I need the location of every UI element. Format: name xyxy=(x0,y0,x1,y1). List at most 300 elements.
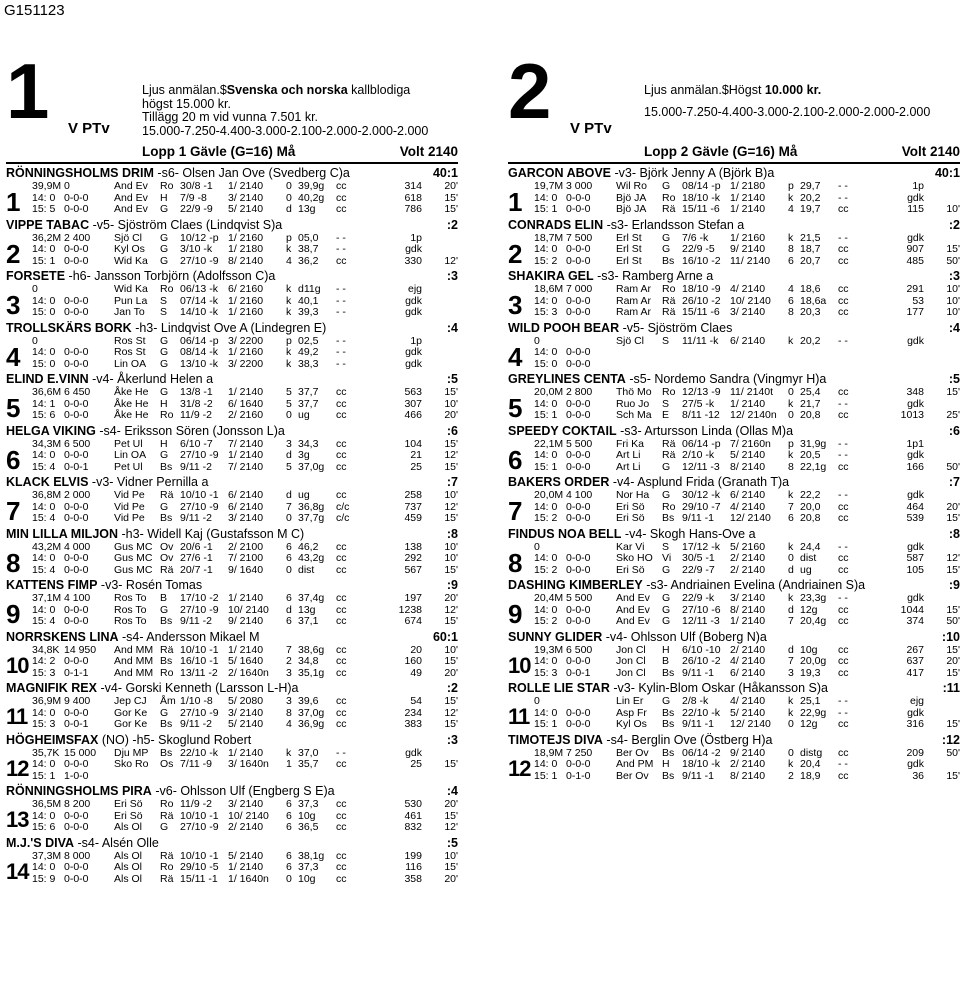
stat-cell: 0 xyxy=(534,334,540,347)
stat-cell: 18,6 xyxy=(800,283,821,295)
stat-cell: Sjö Cl xyxy=(114,231,143,244)
stat-cell: 11/ 2140 xyxy=(730,254,771,267)
stat-cell: 08/14 -k xyxy=(180,346,218,358)
stat-cell: 358 xyxy=(404,872,422,885)
stat-cell: gdk xyxy=(405,243,422,255)
conditions-bold-text: 10.000 kr. xyxy=(764,83,822,97)
stat-cell: 3/ 2140 xyxy=(228,512,264,524)
stat-cell: Rä xyxy=(160,849,174,862)
stat-cell: G xyxy=(160,706,169,719)
stat-cell: 35,7 xyxy=(298,758,319,770)
stat-cell: 39,9g xyxy=(298,180,325,192)
document-id: G151123 xyxy=(4,2,65,19)
stat-row xyxy=(6,593,458,605)
stat-cell: 38,3 xyxy=(298,357,319,370)
horse-odds: :2 xyxy=(948,217,960,232)
stat-cell: k xyxy=(788,191,794,204)
stat-cell: ug xyxy=(800,563,812,576)
stat-cell: 15: 1 xyxy=(534,460,558,473)
stat-cell: 38,1g xyxy=(298,849,325,862)
stat-cell: 3/ 2200 xyxy=(228,334,264,347)
stat-cell: And MM xyxy=(114,655,154,667)
stat-cell: G xyxy=(160,821,169,833)
start-number: 6 xyxy=(508,444,523,475)
stat-cell: S xyxy=(160,294,168,307)
stat-cell: 1/ 2160 xyxy=(228,346,264,358)
horse-stats xyxy=(508,645,960,680)
horse-odds: 40:1 xyxy=(432,166,458,180)
stat-cell: 0-0-0 xyxy=(64,449,89,461)
stat-cell: 20' xyxy=(444,666,458,679)
stat-row xyxy=(6,244,458,256)
stat-cell: Vid Pe xyxy=(114,489,145,501)
stat-cell: d xyxy=(286,603,292,616)
stat-row xyxy=(508,553,960,565)
stat-cell: 18,9M xyxy=(534,746,564,759)
stat-cell: And Ev xyxy=(616,615,650,627)
stat-cell: And MM xyxy=(114,666,154,679)
stat-cell: Bs xyxy=(662,512,675,524)
stat-cell: Åke He xyxy=(114,409,149,421)
stat-cell: 0-0-0 xyxy=(566,254,591,267)
stat-cell: 14: 0 xyxy=(534,552,558,564)
stat-cell: cc xyxy=(838,769,849,782)
horse-name: KATTENS FIMP xyxy=(6,578,98,592)
stat-cell: 464 xyxy=(906,500,924,513)
header-divider xyxy=(508,162,960,164)
stat-cell: Bs xyxy=(662,706,675,719)
stat-cell: cc xyxy=(336,809,347,822)
stat-row xyxy=(508,656,960,668)
stat-cell: k xyxy=(788,231,794,244)
stat-cell: H xyxy=(662,758,670,770)
stat-cell: cc xyxy=(336,603,347,616)
stat-cell: cc xyxy=(838,243,849,255)
stat-cell: 14 950 xyxy=(64,643,97,656)
stat-cell: 9/11 -2 xyxy=(180,460,212,473)
stat-cell: G xyxy=(662,243,671,255)
stat-cell: 5 500 xyxy=(566,592,593,604)
stat-cell: 21,5 xyxy=(800,231,821,244)
stat-cell: 15: 1 xyxy=(534,409,558,421)
stat-cell: cc xyxy=(838,386,849,398)
stat-row xyxy=(6,204,458,216)
stat-cell: d xyxy=(286,203,292,215)
stat-row xyxy=(508,462,960,474)
stat-cell: - - xyxy=(838,706,848,719)
horse-name: SHAKIRA GEL xyxy=(508,269,594,283)
stat-cell: 14: 0 xyxy=(534,603,558,616)
horse-entry xyxy=(6,578,458,628)
stat-cell: 25 xyxy=(410,460,422,473)
stat-cell: 07/14 -k xyxy=(180,294,218,307)
stat-cell: 0-0-0 xyxy=(64,615,89,627)
stat-cell: ug xyxy=(298,489,310,501)
stat-cell: 12/ 2140 xyxy=(730,718,771,730)
stat-cell: k xyxy=(286,306,292,318)
stat-cell: cc xyxy=(336,409,347,421)
stat-cell: cc xyxy=(336,718,347,730)
horse-details: -v3- Kylin-Blom Oskar (Håkansson S)a xyxy=(613,681,828,695)
stat-cell: G xyxy=(662,231,671,244)
stat-cell: Lin Er xyxy=(616,695,644,707)
stat-cell: 36,2 xyxy=(298,254,319,267)
stat-cell: 37,1M xyxy=(32,592,62,604)
race-conditions xyxy=(142,84,462,138)
stat-cell: Bs xyxy=(662,254,675,267)
stat-cell: Erl St xyxy=(616,231,642,244)
stat-cell: 6/ 1640 xyxy=(228,397,264,410)
stat-cell: 15: 1 xyxy=(534,718,558,730)
stat-cell: gdk xyxy=(405,346,422,358)
stat-row xyxy=(508,616,960,628)
horse-details: -v4- Ohlsson Ulf (Boberg N)a xyxy=(605,629,767,644)
horse-entry xyxy=(508,166,960,216)
stat-cell: 19,7M xyxy=(534,180,564,192)
stat-cell: 6/ 2140 xyxy=(730,334,766,347)
stat-cell: 832 xyxy=(404,821,422,833)
stat-cell: 0 xyxy=(286,180,292,192)
stat-cell: And Ev xyxy=(114,203,148,215)
stat-cell: d11g xyxy=(298,283,321,295)
stat-cell: 29,7 xyxy=(800,180,821,192)
stat-cell: Rä xyxy=(160,809,174,822)
stat-cell: 12/ 2140n xyxy=(730,409,777,421)
stat-cell: 0 xyxy=(534,695,540,707)
stat-cell: 26/10 -2 xyxy=(682,655,721,667)
start-number: 5 xyxy=(6,393,21,423)
stat-cell: ug xyxy=(298,409,310,421)
stat-cell: 20,0 xyxy=(800,500,821,513)
horse-odds: 40:1 xyxy=(934,166,960,180)
stat-cell: Jep CJ xyxy=(114,695,147,707)
stat-cell: 19,3 xyxy=(800,666,821,679)
race-1-column xyxy=(6,38,458,885)
stat-cell: 15/11 -6 xyxy=(682,203,720,215)
stat-cell: 15' xyxy=(444,563,458,576)
stat-cell: 6/ 2160 xyxy=(228,283,264,295)
stat-cell: 10/10 -1 xyxy=(180,643,219,656)
stat-cell: 0 xyxy=(788,409,794,421)
bet-types: V PTv xyxy=(68,120,110,137)
stat-cell: 4 000 xyxy=(64,540,91,553)
horse-stats xyxy=(6,387,458,422)
stat-cell: 907 xyxy=(906,243,924,255)
stat-cell: 14: 0 xyxy=(534,500,558,513)
horse-details: (NO) -h5- Skoglund Robert xyxy=(101,732,252,747)
stat-cell: 49,2 xyxy=(298,346,319,358)
stat-cell: 0 xyxy=(286,563,292,576)
stat-cell: Rä xyxy=(662,437,676,450)
horse-header xyxy=(508,578,960,593)
stat-cell: Rä xyxy=(662,294,676,307)
horse-name-line xyxy=(6,784,335,799)
horse-name: GARCON ABOVE xyxy=(508,166,612,180)
stat-cell: 0-0-0 xyxy=(64,357,89,370)
horse-name-line xyxy=(508,475,789,490)
stat-cell: 27/10 -9 xyxy=(180,706,219,719)
stat-cell: G xyxy=(662,460,671,473)
horse-name-line xyxy=(508,578,865,593)
stat-cell: 9/11 -2 xyxy=(180,615,212,627)
horse-odds: :4 xyxy=(948,320,960,335)
stat-cell: d xyxy=(788,643,794,656)
race-2-column xyxy=(508,38,960,782)
stat-cell: G xyxy=(160,357,169,370)
stat-cell: 12g xyxy=(800,603,818,616)
stat-cell: 1013 xyxy=(900,409,924,421)
stat-cell: 15' xyxy=(444,512,458,524)
stat-cell: 15: 1 xyxy=(32,769,56,782)
stat-cell: 1/ 2140 xyxy=(228,746,264,759)
stat-cell: Ro xyxy=(160,798,174,810)
stat-cell: G xyxy=(160,449,169,461)
horse-name: CONRADS ELIN xyxy=(508,217,604,232)
horse-name-line xyxy=(6,218,282,233)
stat-cell: 12/11 -3 xyxy=(682,460,720,473)
horse-name-line xyxy=(508,269,713,284)
stat-row xyxy=(508,410,960,422)
stat-row xyxy=(6,822,458,834)
stat-cell: 0-0-0 xyxy=(64,758,89,770)
stat-cell: 15' xyxy=(444,460,458,473)
bet-types: V PTv xyxy=(570,120,612,137)
stat-cell: Als Ol xyxy=(114,821,143,833)
stat-cell: 0 xyxy=(286,872,292,885)
stat-cell: 12' xyxy=(946,552,960,564)
horse-name-line xyxy=(6,630,260,645)
stat-cell: G xyxy=(160,500,169,513)
stat-cell: 20,3 xyxy=(800,306,821,318)
stat-row xyxy=(508,256,960,268)
stat-cell: d xyxy=(788,603,794,616)
stat-cell: 22/9 -7 xyxy=(682,563,715,576)
stat-cell: - - xyxy=(336,243,346,255)
stat-cell: 20,8 xyxy=(800,409,821,421)
stat-cell: - - xyxy=(336,334,346,347)
stat-cell: Ros St xyxy=(114,346,146,358)
stat-cell: 0-0-0 xyxy=(566,512,591,524)
stat-cell: Ro xyxy=(662,191,676,204)
stat-cell: 8/ 2140 xyxy=(730,460,766,473)
prize-money: 15.000-7.250-4.400-3.000-2.100-2.000-2.000-2.000 xyxy=(142,123,429,138)
stat-cell: 0-0-0 xyxy=(566,758,591,770)
stat-cell: 49 xyxy=(410,666,422,679)
stat-cell: 31/8 -2 xyxy=(180,397,213,410)
stat-cell: 14: 2 xyxy=(32,655,56,667)
stat-cell: G xyxy=(160,346,169,358)
stat-cell: 14: 0 xyxy=(32,861,56,873)
stat-cell: 0 xyxy=(32,334,38,347)
horse-details: -s3- Erlandsson Stefan a xyxy=(606,217,745,232)
horse-header xyxy=(508,372,960,387)
stat-cell: Ros To xyxy=(114,592,147,604)
stat-cell: 14: 0 xyxy=(32,449,56,461)
stat-cell: 7 xyxy=(286,643,292,656)
stat-cell: 14: 0 xyxy=(32,346,56,358)
horse-stats xyxy=(508,233,960,268)
stat-cell: 37,3M xyxy=(32,849,62,862)
stat-row xyxy=(508,771,960,783)
stat-row xyxy=(508,284,960,296)
stat-cell: 3/ 2140 xyxy=(228,191,264,204)
start-number: 1 xyxy=(508,187,523,217)
conditions-text: Ljus anmälan.$Högst xyxy=(644,83,765,97)
horse-name-line xyxy=(508,681,828,696)
stat-cell: 314 xyxy=(404,180,422,192)
stat-cell: 4/ 2140 xyxy=(730,500,766,513)
horse-name: M.J.'S DIVA xyxy=(6,835,75,850)
stat-cell: gdk xyxy=(907,758,924,770)
stat-cell: 37,0 xyxy=(298,746,319,759)
stat-cell: cc xyxy=(336,666,347,679)
stat-cell: 15' xyxy=(946,512,960,524)
horse-header xyxy=(6,630,458,645)
stat-cell: cc xyxy=(838,294,849,307)
stat-cell: 7/ 2160n xyxy=(730,437,771,450)
stat-cell: 0-0-0 xyxy=(64,346,89,358)
stat-cell: Bs xyxy=(662,718,675,730)
stat-cell: Gus MC xyxy=(114,552,153,564)
stat-cell: 7 000 xyxy=(566,283,593,295)
stat-cell: 50' xyxy=(946,254,960,267)
stat-cell: 1/ 2160 xyxy=(228,231,264,244)
stat-cell: 0-0-1 xyxy=(64,718,89,730)
horse-odds: :7 xyxy=(446,475,458,489)
stat-cell: Jon Cl xyxy=(616,643,646,656)
stat-cell: d xyxy=(286,449,292,461)
stat-cell: Bs xyxy=(160,746,173,759)
stat-cell: cc xyxy=(336,615,347,627)
stat-cell: 20,4g xyxy=(800,615,827,627)
start-number: 4 xyxy=(508,341,523,372)
stat-cell: cc xyxy=(838,643,849,656)
stat-cell: Kyl Os xyxy=(114,243,145,255)
stat-cell: Thö Mo xyxy=(616,386,652,398)
stat-cell: 459 xyxy=(404,512,422,524)
stat-cell: 10' xyxy=(444,397,458,410)
stat-cell: 15: 1 xyxy=(534,203,558,215)
stat-cell: - - xyxy=(838,231,848,244)
stat-cell: 3/ 2140 xyxy=(730,306,766,318)
horse-name: SUNNY GLIDER xyxy=(508,629,603,644)
stat-cell: 6 xyxy=(286,798,292,810)
stat-cell: 461 xyxy=(404,809,422,822)
stat-cell: 16/10 -2 xyxy=(682,254,721,267)
stat-cell: 9 400 xyxy=(64,695,91,707)
stat-cell: gdk xyxy=(907,706,924,719)
horse-header xyxy=(508,166,960,181)
stat-cell: 14: 0 xyxy=(534,706,558,719)
stat-row xyxy=(6,553,458,565)
stat-cell: 18,9 xyxy=(800,769,821,782)
stat-cell: 0-0-0 xyxy=(64,809,89,822)
stat-cell: 6 xyxy=(286,849,292,862)
stat-cell: Ram Ar xyxy=(616,294,652,307)
stat-cell: - - xyxy=(336,306,346,318)
stat-cell: Os xyxy=(160,758,174,770)
stat-cell: 10/10 -1 xyxy=(180,489,219,501)
stat-cell: 6 xyxy=(286,821,292,833)
start-number: 12 xyxy=(508,755,531,781)
conditions-text: Ljus anmälan.$ xyxy=(142,83,227,97)
stat-row xyxy=(508,181,960,193)
horse-header xyxy=(6,578,458,593)
stat-cell: k xyxy=(788,758,794,770)
horse-name-line xyxy=(6,321,326,336)
stat-cell: - - xyxy=(838,758,848,770)
stat-cell: 34,3 xyxy=(298,437,319,450)
race-title-bar xyxy=(142,144,458,159)
stat-cell: 1 xyxy=(286,758,292,770)
stat-cell: Als Ol xyxy=(114,861,143,873)
stat-cell: S xyxy=(662,334,670,347)
start-number: 3 xyxy=(508,290,523,320)
horse-details: -v5- Sjöström Claes xyxy=(622,320,733,335)
stat-cell: 3 xyxy=(286,695,292,707)
stat-cell: 1/ 2140 xyxy=(228,386,264,398)
stat-cell: 50' xyxy=(946,460,960,473)
stat-cell: 40,2g xyxy=(298,191,325,204)
start-number: 6 xyxy=(6,444,21,475)
stat-cell: 20 xyxy=(410,643,422,656)
stat-cell: Eri Sö xyxy=(616,563,645,576)
horse-name-line xyxy=(6,733,251,748)
stat-cell: Bs xyxy=(160,718,173,730)
horse-stats xyxy=(508,439,960,474)
stat-cell: cc xyxy=(336,540,347,553)
stat-cell: - - xyxy=(838,449,848,461)
stat-cell: 34,8 xyxy=(298,655,319,667)
horse-header xyxy=(508,424,960,439)
stat-cell: 0-0-0 xyxy=(566,718,591,730)
horse-entry xyxy=(6,424,458,474)
stat-row xyxy=(508,719,960,731)
stat-cell: cc xyxy=(838,615,849,627)
stat-cell: 1/ 2140 xyxy=(228,643,264,656)
stat-cell: 15' xyxy=(444,203,458,215)
stat-cell: p xyxy=(286,334,292,347)
stat-cell: 20,5 xyxy=(800,449,821,461)
stat-cell: 5/ 2140 xyxy=(228,849,264,862)
stat-row xyxy=(508,450,960,462)
stat-cell: 20' xyxy=(444,872,458,885)
stat-cell: Ro xyxy=(160,409,174,421)
stat-cell: 20' xyxy=(444,592,458,604)
stat-cell: 6 xyxy=(286,861,292,873)
stat-cell: cc xyxy=(336,191,347,204)
stat-cell: k xyxy=(788,449,794,461)
stat-cell: 0-0-0 xyxy=(566,603,591,616)
stat-row xyxy=(508,593,960,605)
stat-cell: 0-0-1 xyxy=(566,666,591,679)
stat-cell: 2/ 2100 xyxy=(228,540,264,553)
horse-details: -s3- Artursson Linda (Ollas M)a xyxy=(620,423,794,438)
stat-cell: 1p xyxy=(410,231,422,244)
stat-cell: cc xyxy=(838,718,849,730)
stat-cell: 29/10 -7 xyxy=(682,500,721,513)
stat-cell: Vi xyxy=(662,552,672,564)
stat-cell: Bs xyxy=(160,512,173,524)
stat-cell: k xyxy=(788,706,794,719)
stat-cell: 15' xyxy=(946,603,960,616)
race-number: 2 xyxy=(508,47,552,135)
start-number: 2 xyxy=(6,238,21,269)
stat-cell: 1/ 2140 xyxy=(730,191,766,204)
stat-cell: 2/ 2160 xyxy=(228,409,264,421)
stat-cell: 0-0-0 xyxy=(64,603,89,616)
stat-cell: 7 500 xyxy=(566,231,593,244)
